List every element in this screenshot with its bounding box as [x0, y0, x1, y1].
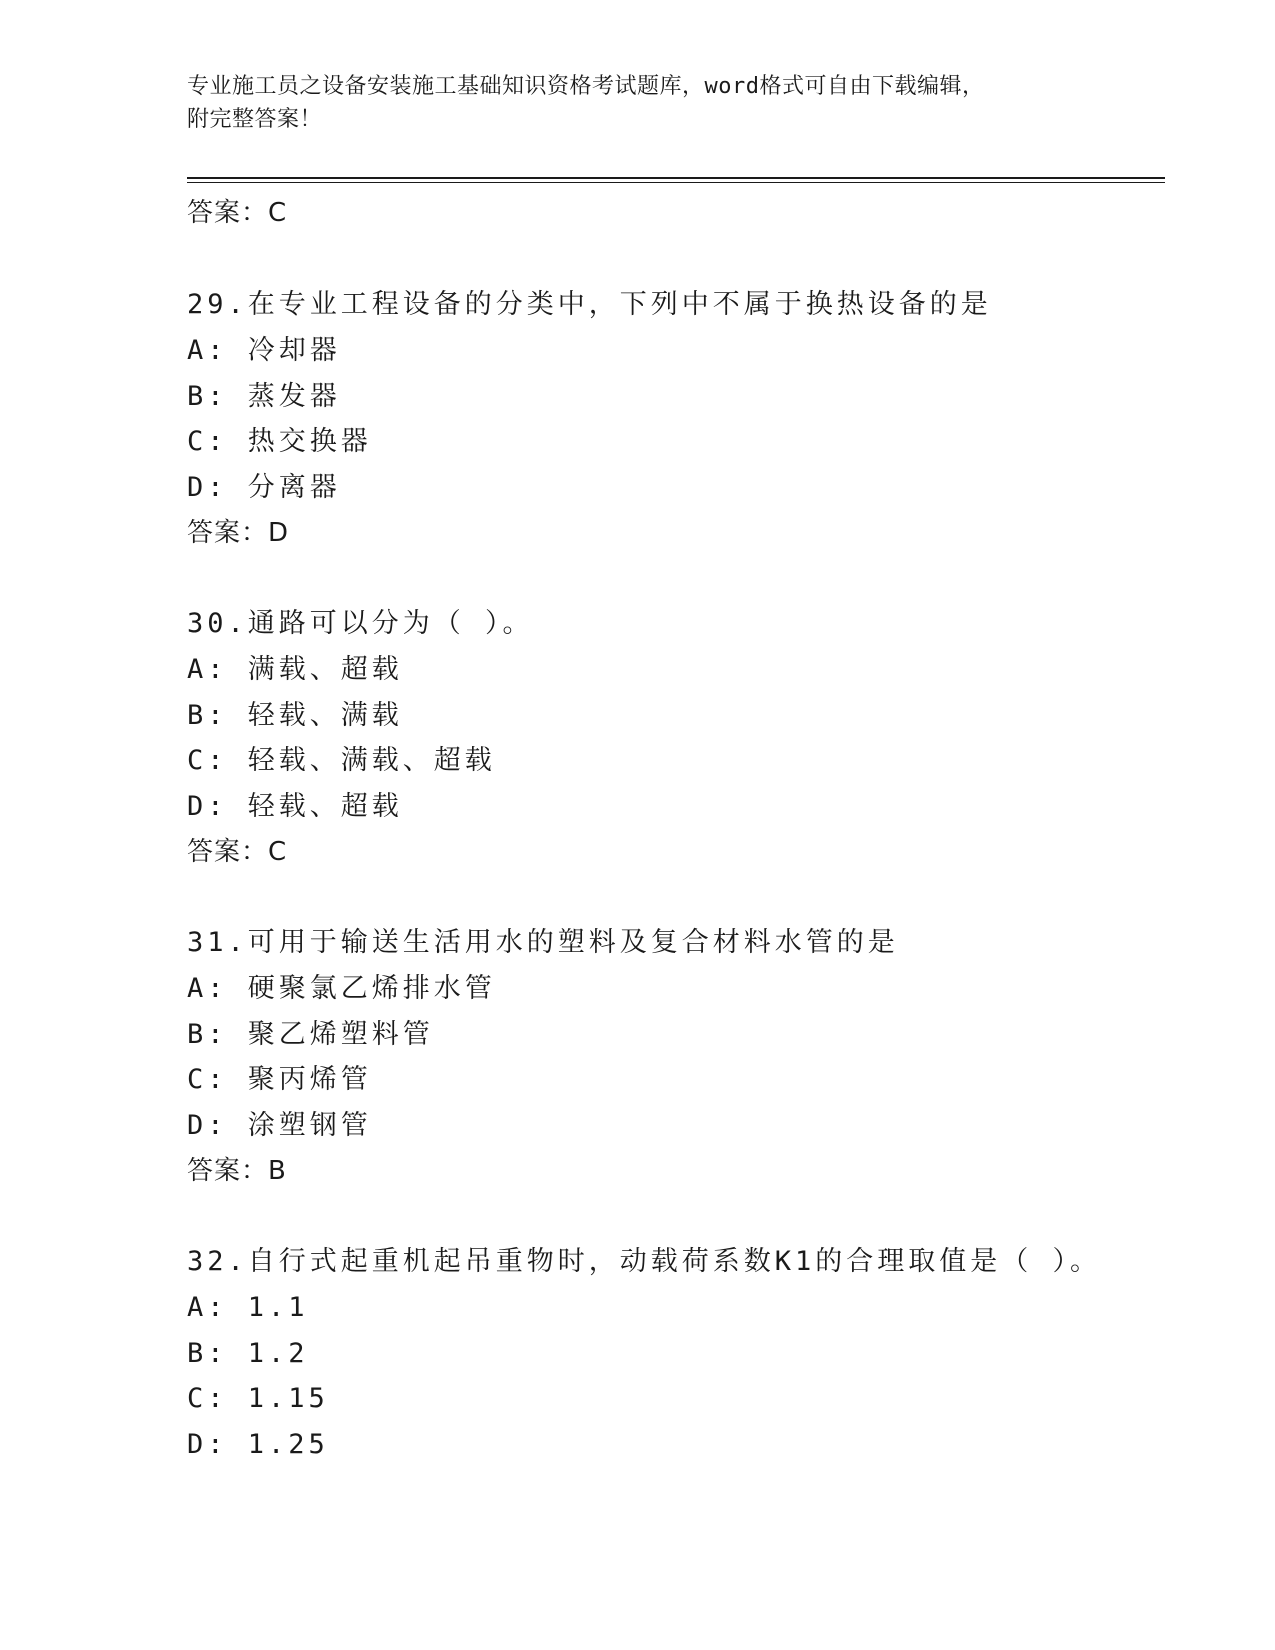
option-d: D: 涂塑钢管 [187, 1109, 372, 1141]
answer-previous: 答案：C [187, 198, 288, 228]
answer: 答案：B [187, 1156, 287, 1186]
option-d: D: 1.25 [187, 1428, 329, 1460]
question-29 [187, 282, 1165, 556]
question-stem: 30.通路可以分为（ ）。 [187, 608, 534, 639]
option-b: B: 轻载、满载 [187, 699, 403, 731]
option-b: B: 聚乙烯塑料管 [187, 1018, 434, 1050]
header-line-1: 专业施工员之设备安装施工基础知识资格考试题库，word格式可自由下载编辑， [187, 74, 985, 99]
question-stem: 32.自行式起重机起吊重物时，动载荷系数K1的合理取值是（ ）。 [187, 1246, 1102, 1277]
question-stem: 29.在专业工程设备的分类中，下列中不属于换热设备的是 [187, 289, 992, 320]
spacer [187, 556, 1165, 601]
option-d: D: 分离器 [187, 471, 341, 503]
option-c: C: 轻载、满载、超载 [187, 745, 496, 776]
question-list [187, 190, 1165, 1467]
question-31 [187, 920, 1165, 1194]
question-stem: 31.可用于输送生活用水的塑料及复合材料水管的是 [187, 927, 899, 958]
option-b: B: 蒸发器 [187, 380, 341, 412]
option-c: C: 热交换器 [187, 426, 372, 457]
header-divider-thick [187, 177, 1165, 179]
option-b: B: 1.2 [187, 1337, 309, 1369]
option-d: D: 轻载、超载 [187, 790, 403, 822]
answer: 答案：C [187, 837, 288, 867]
option-a: A: 冷却器 [187, 335, 341, 366]
spacer [187, 875, 1165, 920]
question-32 [187, 1239, 1165, 1467]
answer: 答案：D [187, 518, 290, 548]
option-a: A: 满载、超载 [187, 654, 403, 685]
option-a: A: 硬聚氯乙烯排水管 [187, 973, 496, 1004]
option-c: C: 聚丙烯管 [187, 1064, 372, 1095]
question-30 [187, 601, 1165, 875]
option-c: C: 1.15 [187, 1383, 329, 1414]
document-header [187, 70, 1087, 136]
spacer [187, 1194, 1165, 1239]
option-a: A: 1.1 [187, 1292, 309, 1323]
header-line-2: 附完整答案！ [187, 107, 323, 132]
header-divider-thin [187, 182, 1165, 183]
